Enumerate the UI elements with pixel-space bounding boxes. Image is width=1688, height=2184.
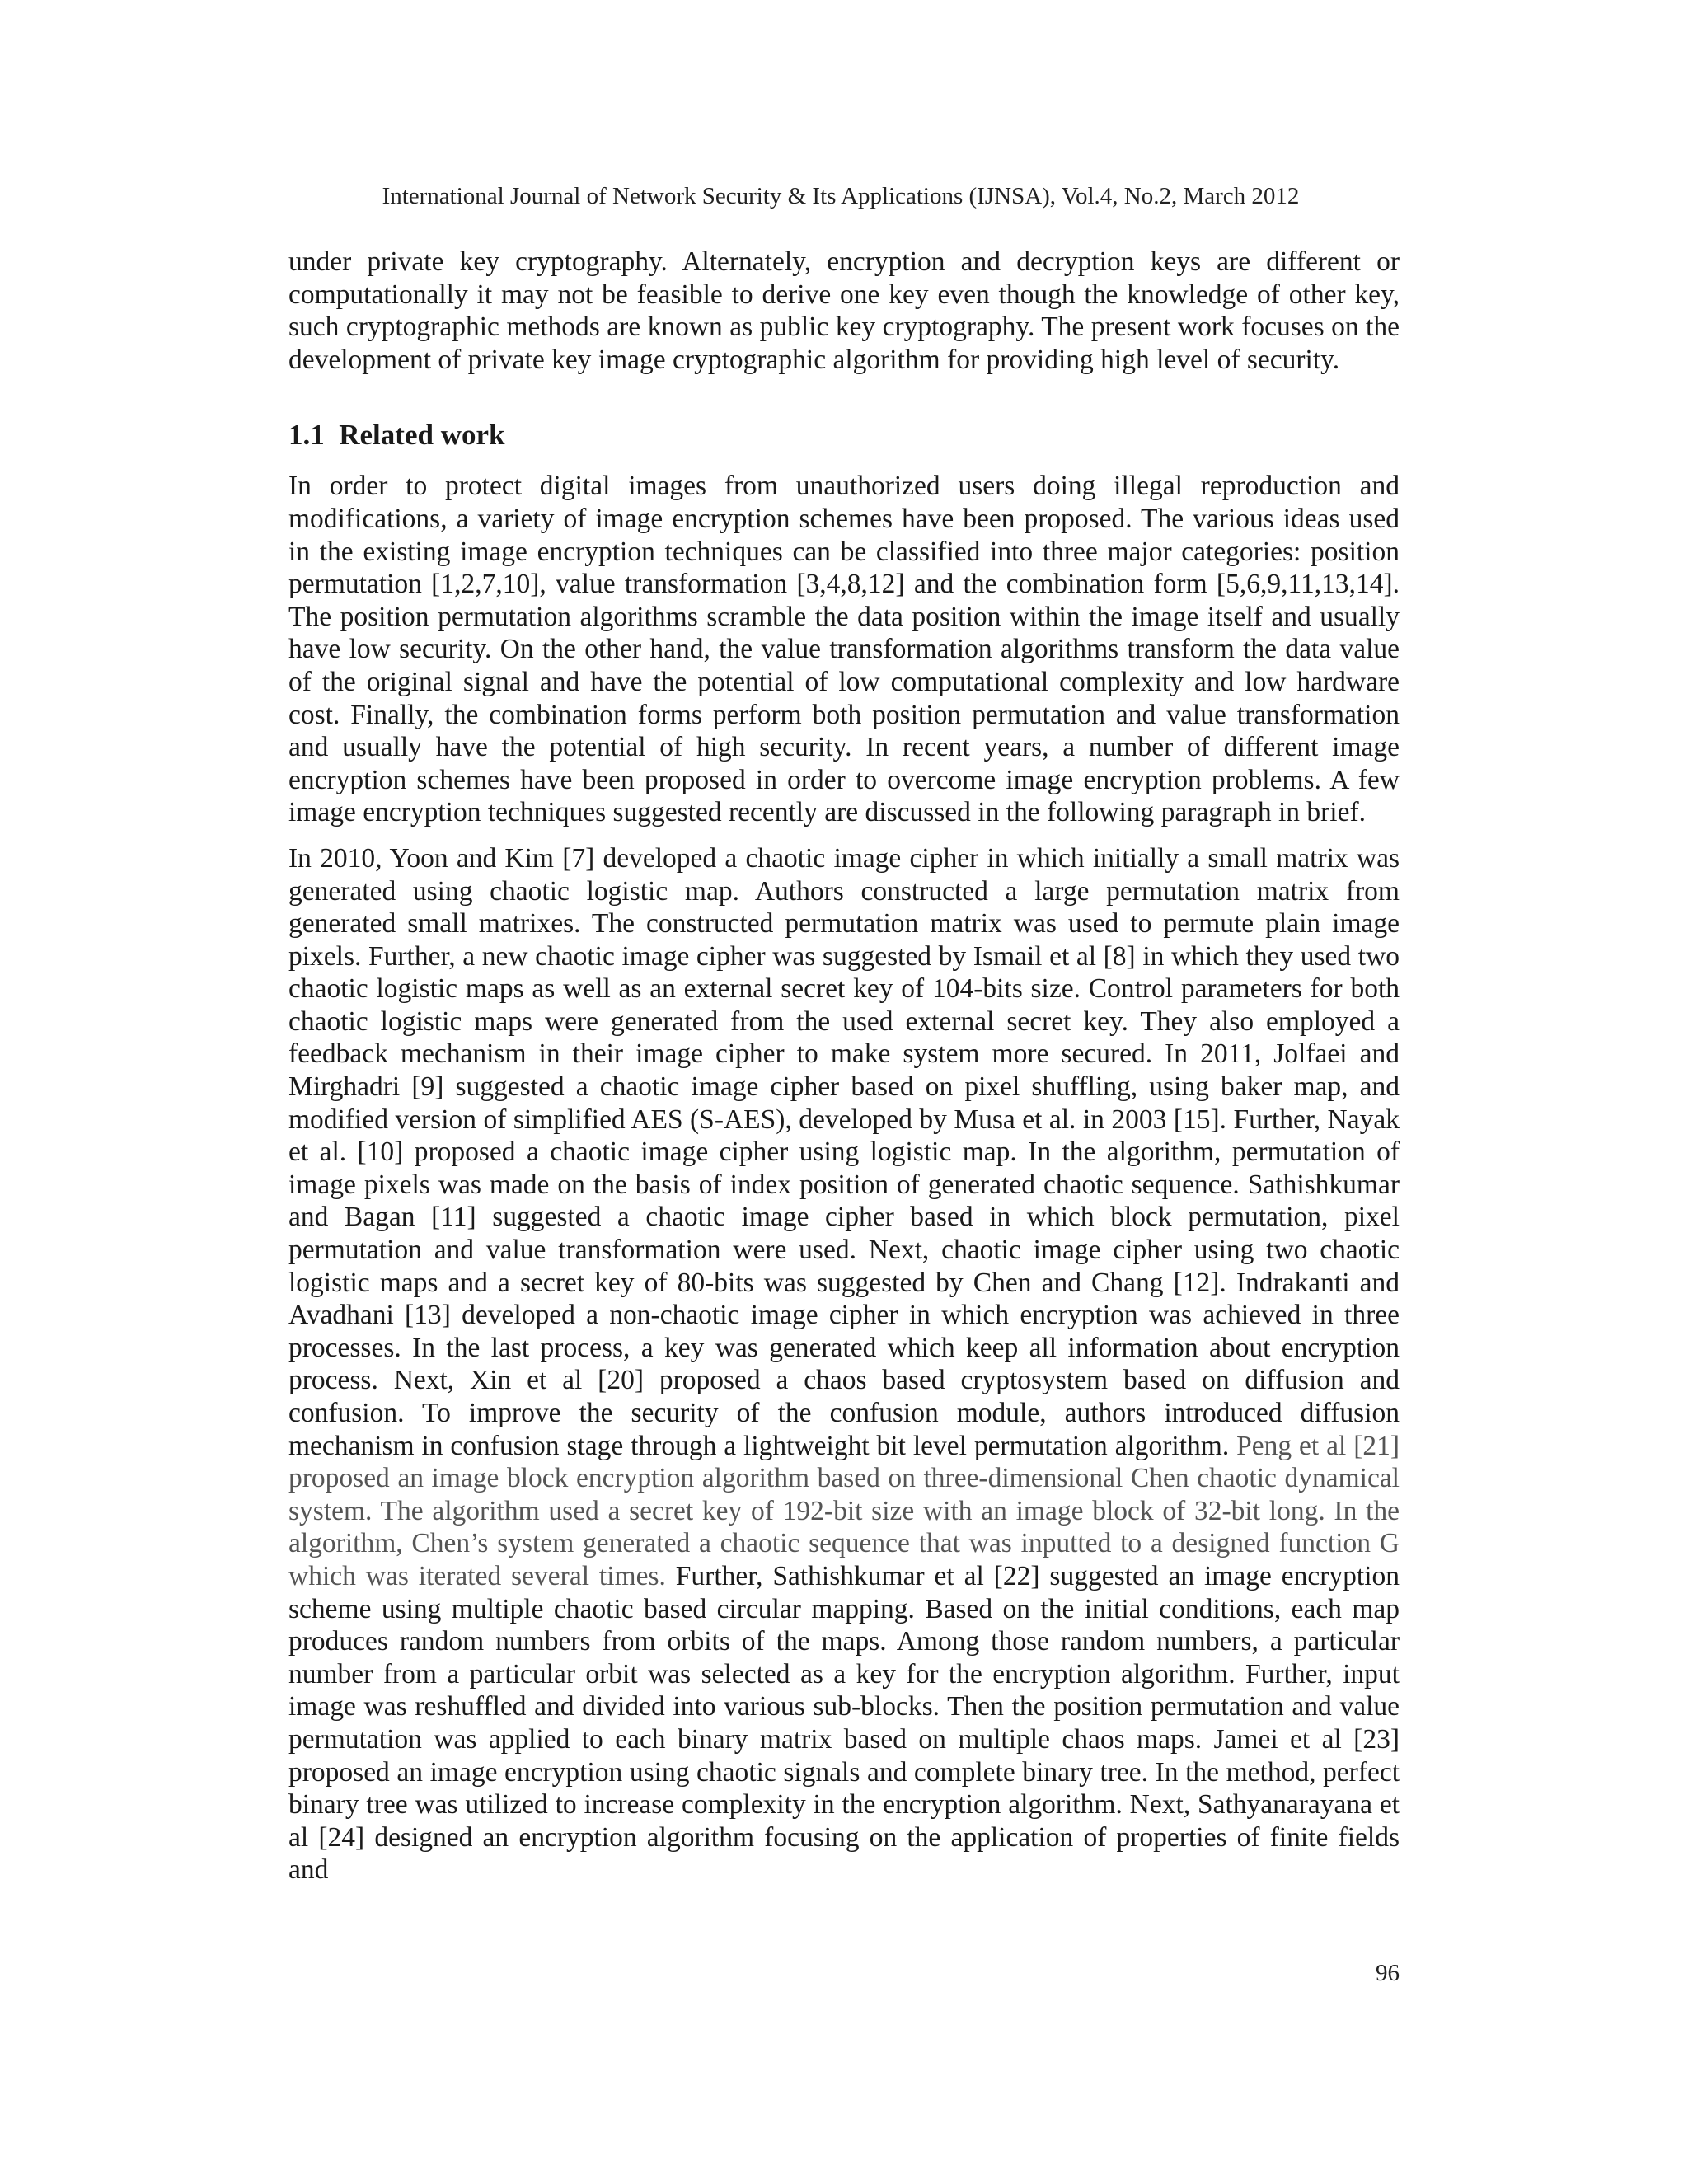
paragraph-2-part-c: Further, Sathishkumar et al [22] suggested an image encryption scheme using multiple chaotic based circular mapping. Based on the initial conditions, each map produces random numbers from orbits of the maps. Among those random numbers, a particular number from a particular orbit was selected as a key for the encryption algorithm. Further, input image was reshuffled and divided into various sub-blocks. Then the position permutation and value permutation was applied to each binary matrix based on multiple chaos maps. Jamei et al [23] proposed an image encryption using chaotic signals and complete binary tree. In the method, perfect binary tree was utilized to increase complexity in the encryption algorithm. Next, Sathyanarayana et al [24] designed an encryption algorithm focusing on the application of properties of finite fields and	[288, 1560, 1400, 1886]
section-title: Related work	[339, 419, 505, 452]
section-heading	[288, 417, 1400, 453]
intro-paragraph: under private key cryptography. Alternately, encryption and decryption keys are different or computationally it may not be feasible to derive one key even though the knowledge of other key, such cryptographic methods are known as public key cryptography. The present work focuses on the development of private key image cryptographic algorithm for providing high level of security.	[288, 246, 1400, 375]
page-number: 96	[1376, 1960, 1400, 1986]
paragraph-2-part-a: In 2010, Yoon and Kim [7] developed a chaotic image cipher in which initially a small matrix was generated using chaotic logistic map. Authors constructed a large permutation matrix from generated small matrixes. The constructed permutation matrix was used to permute plain image pixels. Further, a new chaotic image cipher was suggested by Ismail et al [8] in which they used two chaotic logistic maps as well as an external secret key of 104-bits size. Control parameters for both chaotic logistic maps were generated from the used external secret key. They also employed a feedback mechanism in their image cipher to make system more secured. In 2011, Jolfaei and Mirghadri [9] suggested a chaotic image cipher based on pixel shuffling, using baker map, and modified version of simplified AES (S-AES), developed by Musa et al. in 2003 [15]. Further, Nayak et al. [10] proposed a chaotic image cipher using logistic map. In the algorithm, permutation of image pixels was made on the basis of index position of generated chaotic sequence. Sathishkumar and Bagan [11] suggested a chaotic image cipher based in which block permutation, pixel permutation and value transformation were used. Next, chaotic image cipher using two chaotic logistic maps and a secret key of 80-bits was suggested by Chen and Chang [12]. Indrakanti and Avadhani [13] developed a non-chaotic image cipher in which encryption was achieved in three processes. In the last process, a key was generated which keep all information about encryption process. Next, Xin et al [20] proposed a chaos based cryptosystem based on diffusion and confusion. To improve the security of the confusion module, authors introduced diffusion mechanism in confusion stage through a lightweight bit level permutation algorithm.	[288, 842, 1400, 1461]
paragraph-2-part-b: Peng et al [21] proposed an image block encryption algorithm based on three-dimensional Chen chaotic dynamical system. The algorithm used a secret key of 192-bit size with an image block of 32-bit long. In the algorithm, Chen’s system generated a chaotic sequence that was inputted to a designed function G which was iterated several times.	[288, 1430, 1400, 1591]
section-number: 1.1	[288, 419, 325, 452]
related-work-paragraph-1: In order to protect digital images from unauthorized users doing illegal reproduction and modifications, a variety of image encryption schemes have been proposed. The various ideas used in the existing image encryption techniques can be classified into three major categories: position permutation [1,2,7,10], value transformation [3,4,8,12] and the combination form [5,6,9,11,13,14]. The position permutation algorithms scramble the data position within the image itself and usually have low security. On the other hand, the value transformation algorithms transform the data value of the original signal and have the potential of low computational complexity and low hardware cost. Finally, the combination forms perform both position permutation and value transformation and usually have the potential of high security. In recent years, a number of different image encryption schemes have been proposed in order to overcome image encryption problems. A few image encryption techniques suggested recently are discussed in the following paragraph in brief.	[288, 471, 1400, 828]
page-body	[288, 246, 1400, 1886]
running-header: International Journal of Network Security & Its Applications (IJNSA), Vol.4, No.2, March 2012	[382, 183, 1300, 209]
related-work-paragraph-2	[288, 842, 1400, 1886]
